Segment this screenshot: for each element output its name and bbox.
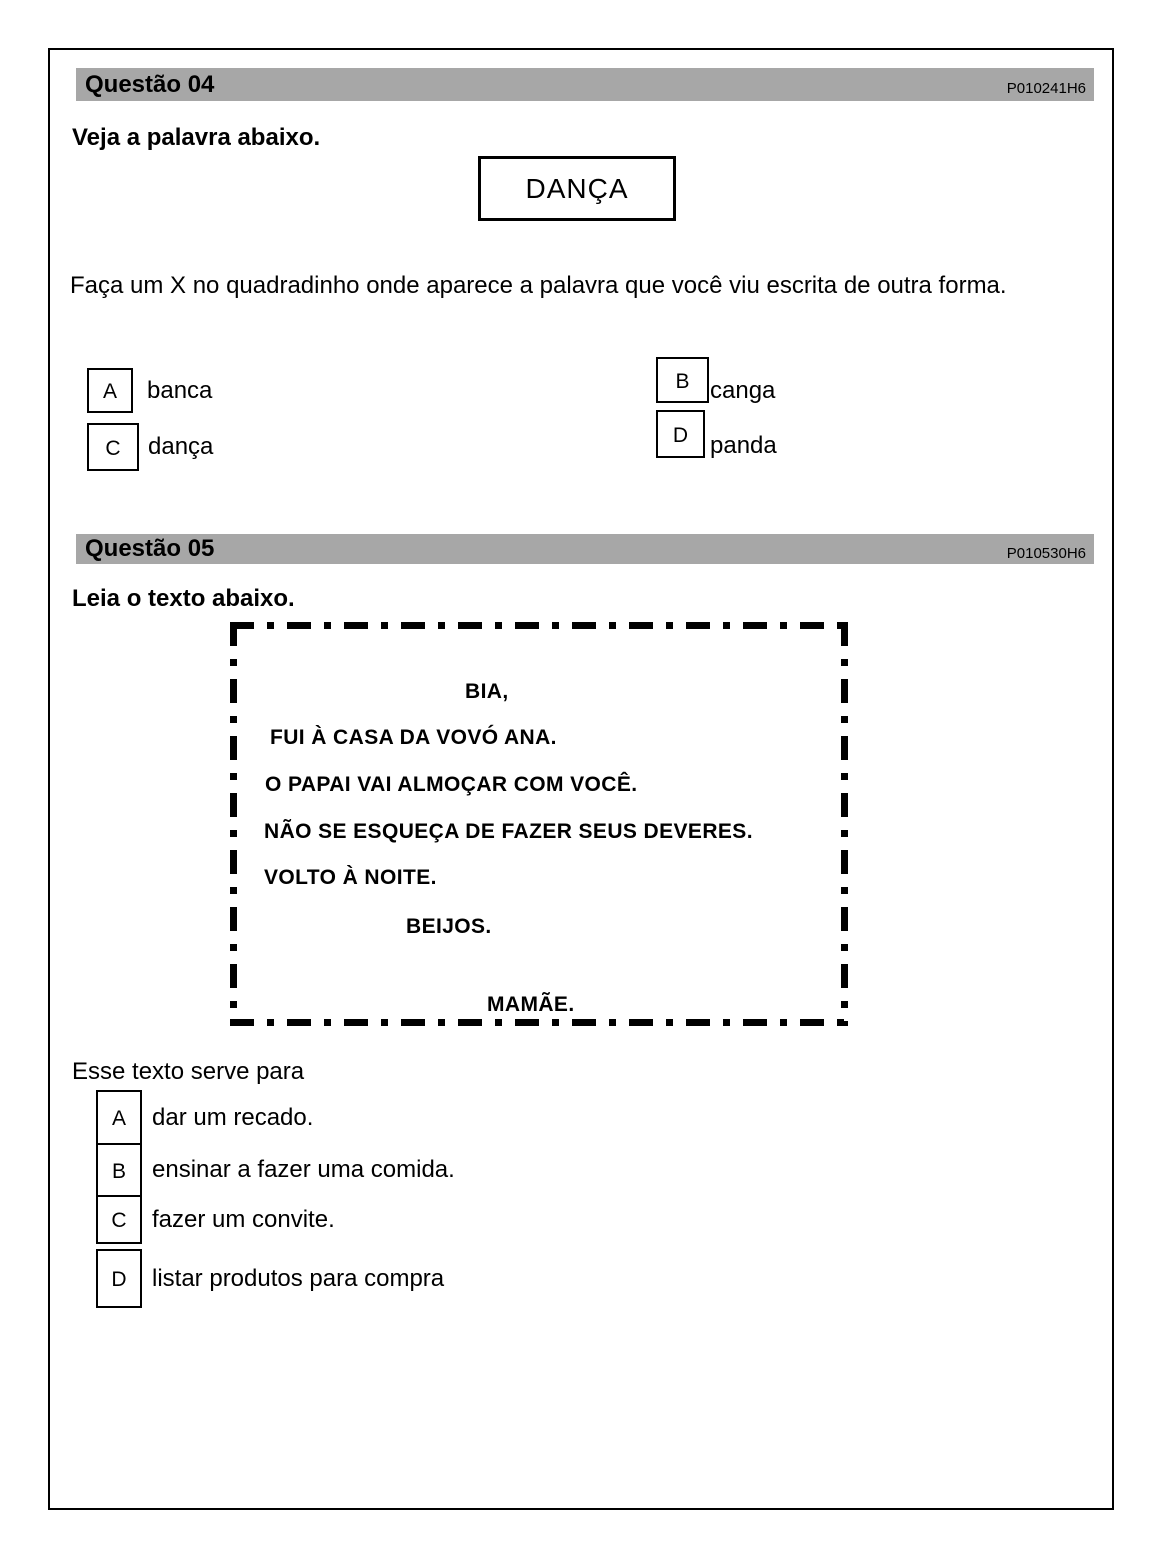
question-04-option-a xyxy=(87,368,212,413)
question-05-option-b xyxy=(96,1143,455,1197)
option-c-checkbox[interactable]: C xyxy=(96,1195,142,1244)
question-05-title: Questão 05 xyxy=(85,535,215,562)
note-line-3: NÃO SE ESQUEÇA DE FAZER SEUS DEVERES. xyxy=(264,820,753,843)
note-border-right xyxy=(841,622,848,1026)
option-b-label: ensinar a fazer uma comida. xyxy=(152,1156,455,1183)
note-line-2: O PAPAI VAI ALMOÇAR COM VOCÊ. xyxy=(265,773,638,796)
note-line-closing: BEIJOS. xyxy=(406,915,492,938)
question-05-header-bar xyxy=(76,534,1094,564)
question-04-option-d xyxy=(656,410,777,458)
note-line-4: VOLTO À NOITE. xyxy=(264,866,437,889)
note-text-box xyxy=(230,622,848,1026)
option-c-label: fazer um convite. xyxy=(152,1205,335,1233)
option-d-checkbox[interactable]: D xyxy=(96,1249,142,1308)
option-a-checkbox[interactable]: A xyxy=(87,368,133,413)
question-04-prompt: Faça um X no quadradinho onde aparece a palavra que você viu escrita de outra forma. xyxy=(70,272,1007,299)
option-b-checkbox[interactable]: B xyxy=(656,357,709,403)
question-05-option-c xyxy=(96,1195,335,1244)
option-b-checkbox[interactable]: B xyxy=(96,1143,142,1197)
question-04-option-c xyxy=(87,423,213,471)
stimulus-word: DANÇA xyxy=(525,172,629,204)
option-a-label: dar um recado. xyxy=(152,1103,314,1131)
question-04-title: Questão 04 xyxy=(85,70,215,98)
question-04-option-b xyxy=(656,357,775,403)
option-b-label: canga xyxy=(710,377,776,404)
option-a-label: banca xyxy=(147,376,213,404)
option-d-label: listar produtos para compra xyxy=(152,1264,445,1292)
question-05-prompt: Esse texto serve para xyxy=(72,1058,305,1085)
question-04-header-bar xyxy=(76,68,1094,101)
question-04-code: P010241H6 xyxy=(1006,80,1086,97)
note-border-bottom xyxy=(230,1019,848,1026)
note-line-greeting: BIA, xyxy=(465,680,509,703)
question-05-code: P010530H6 xyxy=(1006,544,1086,562)
option-c-label: dança xyxy=(148,433,214,460)
question-05-option-d xyxy=(96,1249,444,1308)
question-05-option-a xyxy=(96,1090,313,1145)
stimulus-word-box xyxy=(478,156,676,221)
note-line-signature: MAMÃE. xyxy=(487,993,575,1016)
question-04-lead: Veja a palavra abaixo. xyxy=(72,124,321,151)
note-line-1: FUI À CASA DA VOVÓ ANA. xyxy=(270,726,557,749)
option-c-checkbox[interactable]: C xyxy=(87,423,139,471)
option-a-checkbox[interactable]: A xyxy=(96,1090,142,1145)
option-d-label: panda xyxy=(710,432,777,459)
note-border-top xyxy=(230,622,848,629)
option-d-checkbox[interactable]: D xyxy=(656,410,705,458)
question-05-lead: Leia o texto abaixo. xyxy=(72,585,295,612)
note-border-left xyxy=(230,622,237,1026)
